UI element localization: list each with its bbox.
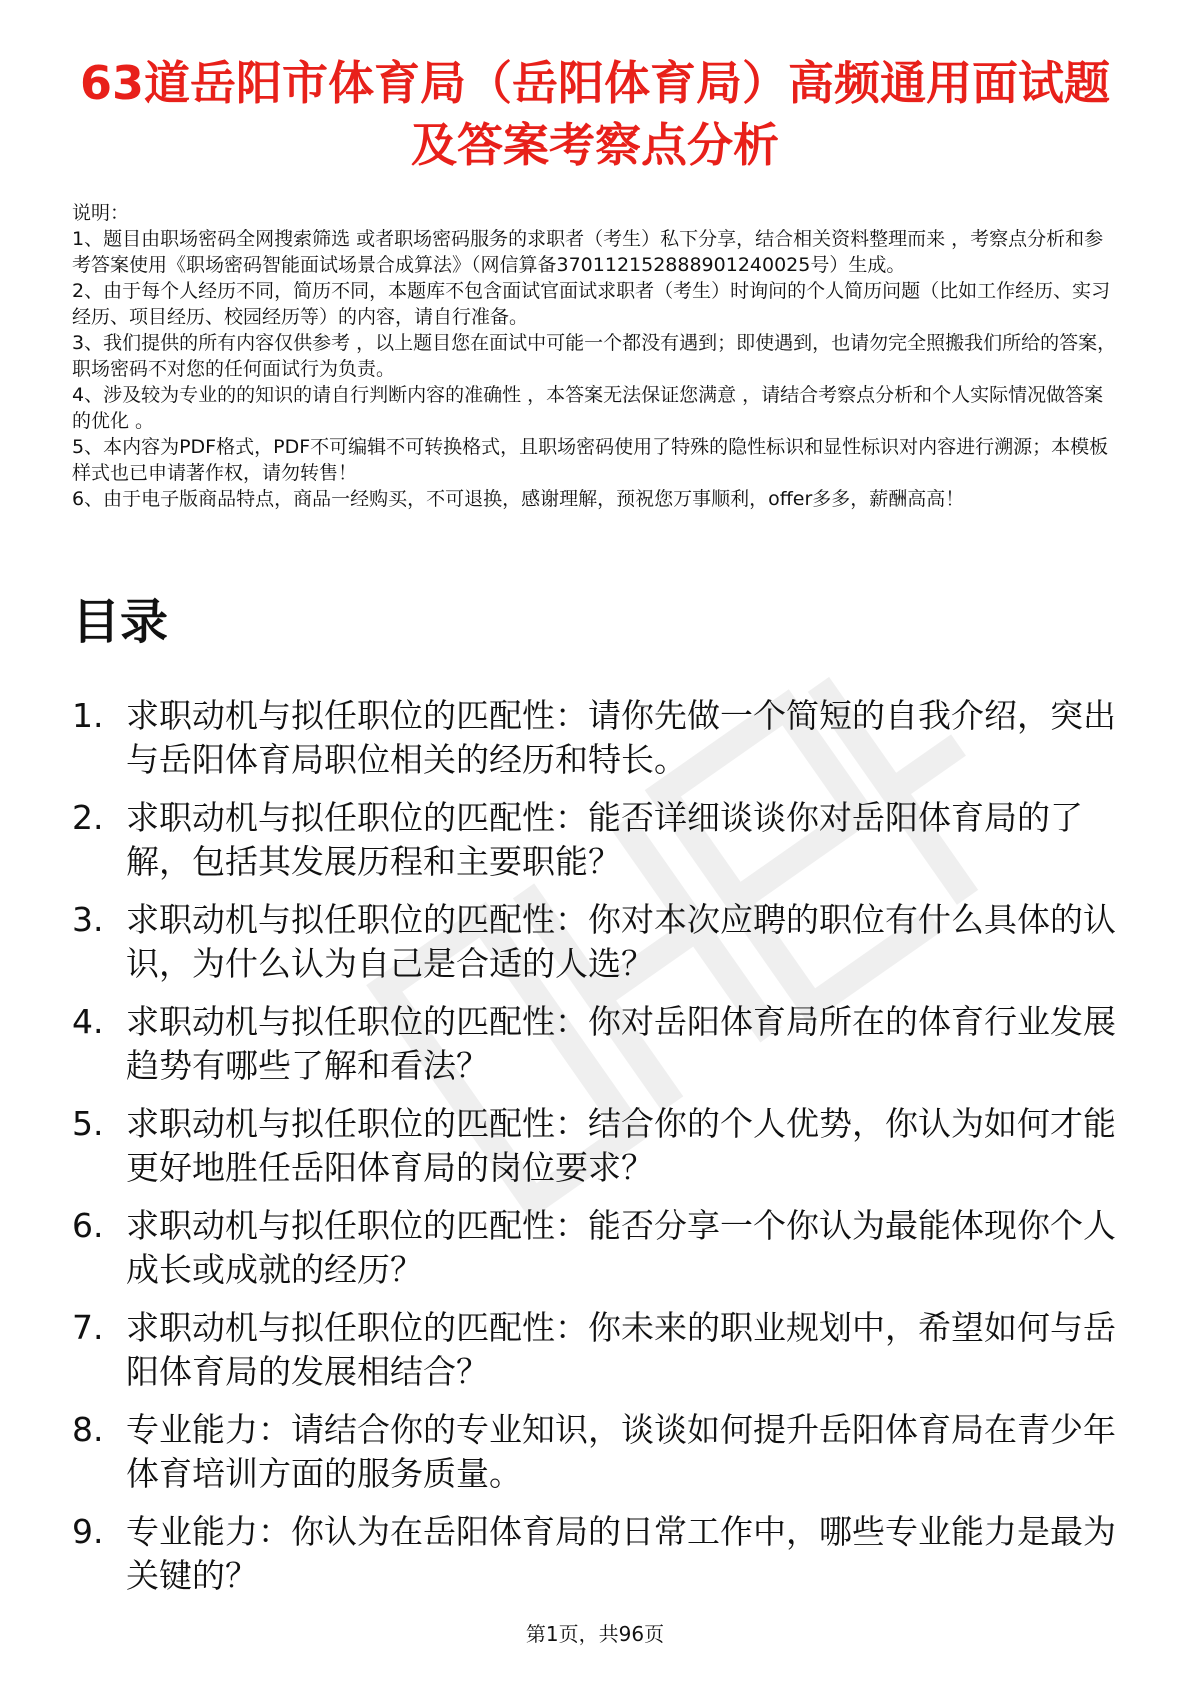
toc-item-text: 求职动机与拟任职位的匹配性：请你先做一个简短的自我介绍，突出与岳阳体育局职位相关的经历和特长。 [126, 696, 1116, 779]
toc-item-text: 求职动机与拟任职位的匹配性：你未来的职业规划中，希望如何与岳阳体育局的发展相结合？ [126, 1308, 1116, 1391]
note-item: 2、由于每个人经历不同，简历不同，本题库不包含面试官面试求职者（考生）时询问的个人简历问题（比如工作经历、实习经历、项目经历、校园经历等）的内容，请自行准备。 [72, 280, 1111, 328]
toc-item-text: 求职动机与拟任职位的匹配性：能否分享一个你认为最能体现你个人成长或成就的经历？ [126, 1206, 1116, 1289]
toc-item-number: 7. [72, 1308, 104, 1347]
notes-heading: 说明： [72, 202, 130, 224]
toc-item[interactable] [72, 796, 1132, 884]
toc-item-text: 求职动机与拟任职位的匹配性：你对岳阳体育局所在的体育行业发展趋势有哪些了解和看法？ [126, 1002, 1116, 1085]
toc-item-text: 求职动机与拟任职位的匹配性：结合你的个人优势，你认为如何才能更好地胜任岳阳体育局的岗位要求？ [126, 1104, 1116, 1187]
toc-list [72, 694, 1132, 1612]
toc-item[interactable] [72, 898, 1132, 986]
toc-item-number: 9. [72, 1512, 104, 1551]
note-item: 3、我们提供的所有内容仅供参考 ，以上题目您在面试中可能一个都没有遇到；即使遇到，也请勿完全照搬我们所给的答案，职场密码不对您的任何面试行为负责。 [72, 332, 1117, 380]
toc-item-text: 求职动机与拟任职位的匹配性：你对本次应聘的职位有什么具体的认识，为什么认为自己是合适的人选？ [126, 900, 1116, 983]
toc-item-number: 6. [72, 1206, 104, 1245]
notes-section [72, 200, 1122, 512]
document-title: 63道岳阳市体育局（岳阳体育局）高频通用面试题及答案考察点分析 [79, 56, 1110, 172]
toc-item-number: 2. [72, 798, 104, 837]
toc-item-number: 4. [72, 1002, 104, 1041]
toc-item-number: 5. [72, 1104, 104, 1143]
note-item: 1、题目由职场密码全网搜索筛选 或者职场密码服务的求职者（考生）私下分享，结合相关资料整理而来 ，考察点分析和参考答案使用《职场密码智能面试场景合成算法》（网信算备370112152888901240025号）生成。 [72, 228, 1104, 276]
toc-item[interactable] [72, 1306, 1132, 1394]
note-item: 6、由于电子版商品特点，商品一经购买，不可退换，感谢理解，预祝您万事顺利，offer多多，薪酬高高！ [72, 488, 965, 510]
note-item: 5、本内容为PDF格式，PDF不可编辑不可转换格式，且职场密码使用了特殊的隐性标识和显性标识对内容进行溯源；本模板样式也已申请著作权，请勿转售！ [72, 436, 1109, 484]
toc-item[interactable] [72, 1510, 1132, 1598]
toc-heading: 目录 [72, 594, 169, 650]
toc-item[interactable] [72, 1204, 1132, 1292]
toc-item[interactable] [72, 1000, 1132, 1088]
toc-item-number: 1. [72, 696, 104, 735]
toc-item-number: 3. [72, 900, 104, 939]
note-item: 4、涉及较为专业的的知识的请自行判断内容的准确性 ，本答案无法保证您满意 ，请结合考察点分析和个人实际情况做答案的优化 。 [72, 384, 1104, 432]
toc-item-text: 求职动机与拟任职位的匹配性：能否详细谈谈你对岳阳体育局的了解，包括其发展历程和主要职能？ [126, 798, 1083, 881]
toc-item[interactable] [72, 1102, 1132, 1190]
toc-item-number: 8. [72, 1410, 104, 1449]
toc-item-text: 专业能力：请结合你的专业知识，谈谈如何提升岳阳体育局在青少年体育培训方面的服务质量。 [126, 1410, 1116, 1493]
page-number-footer: 第1页，共96页 [525, 1622, 665, 1646]
toc-item[interactable] [72, 694, 1132, 782]
toc-item-text: 专业能力：你认为在岳阳体育局的日常工作中，哪些专业能力是最为关键的？ [126, 1512, 1116, 1595]
toc-item[interactable] [72, 1408, 1132, 1496]
